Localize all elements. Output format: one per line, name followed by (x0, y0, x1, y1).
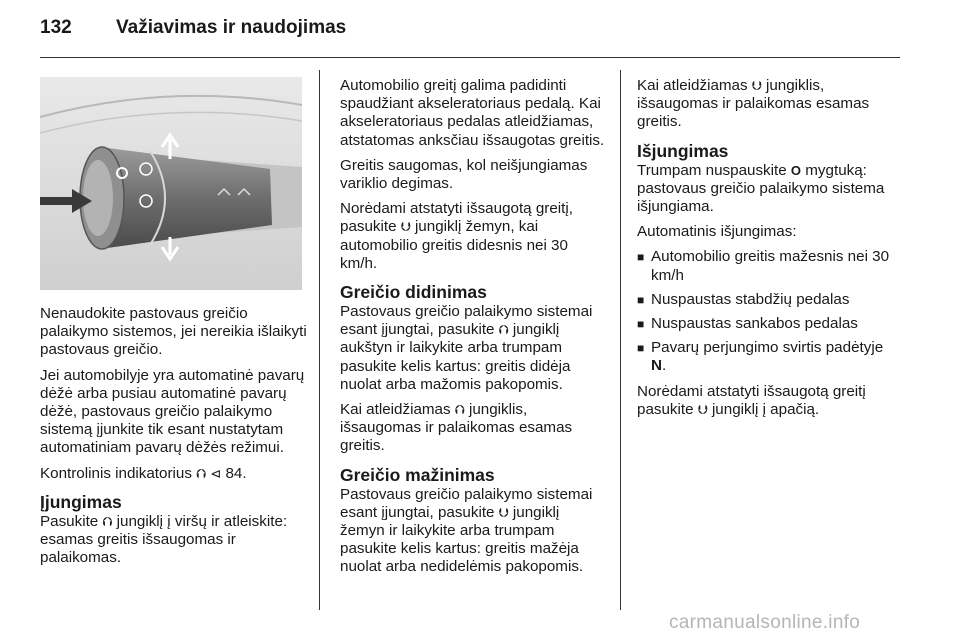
page-header (40, 8, 346, 48)
paragraph-decrease: Pastovaus greičio palaikymo sistemai esant įjungtai, pasukite ⮋ jungiklį žemyn ir laikykite arba trumpam pasukite kelis kartus: greitis mažėja nuolat arba nedidelėmis pakopomis. (340, 485, 593, 576)
gear-position-n: N (651, 357, 662, 375)
heading-ijungimas: Įjungimas (40, 491, 122, 512)
paragraph-intro: Nenaudokite pastovaus greičio palaikymo sistemos, jei nereikia išlaikyti pastovaus greičio. (40, 305, 307, 359)
bullet-icon: ■ (637, 292, 645, 307)
bullet-icon: ■ (637, 250, 645, 265)
cruise-up-icon: ⮉ (102, 513, 113, 529)
cruise-down-icon: ⮋ (498, 504, 509, 520)
list-item: ■ Pavarų perjungimo svirtis padėtyje N. (637, 339, 884, 375)
column-divider-1 (319, 70, 320, 610)
list-item: ■ Automobilio greitis mažesnis nei 30 km/h (637, 248, 890, 284)
column-1 (40, 305, 310, 574)
cruise-down-icon: ⮋ (751, 78, 762, 93)
page-number: 132 (40, 17, 72, 38)
cruise-up-icon: ⮉ (498, 322, 509, 338)
cruise-down-icon: ⮋ (400, 219, 411, 235)
bullet-icon: ■ (637, 341, 645, 356)
cruise-up-icon: ⮉ (454, 402, 465, 418)
paragraph-accelerate: Automobilio greitį galima padidinti spaudžiant akseleratoriaus pedalą. Kai akseleratoriaus pedalas atleidžiamas, atstatomas anksčiau išsaugotas greitis. (340, 77, 605, 149)
cruise-down-icon: ⮋ (697, 401, 708, 417)
column-2 (340, 77, 608, 584)
paragraph-restore: Norėdami atstatyti išsaugotą greitį, pasukite ⮋ jungiklį žemyn, kai automobilio greitis didesnis nei 30 km/h. (340, 200, 573, 272)
paragraph-activation: Pasukite ⮉ jungiklį į viršų ir atleiskite: esamas greitis išsaugomas ir palaikomas. (40, 512, 288, 567)
cruise-control-stalk-illustration (40, 77, 302, 290)
paragraph-stored: Greitis saugomas, kol neišjungiamas variklio degimas. (340, 156, 588, 193)
paragraph-deactivate: Trumpam nuspauskite O mygtuką: pastovaus greičio palaikymo sistema išjungiama. (637, 161, 885, 216)
column-divider-2 (620, 70, 621, 610)
page-ref-icon: ⊲ (210, 465, 222, 481)
paragraph-increase: Pastovaus greičio palaikymo sistemai esant įjungtai, pasukite ⮉ jungiklį aukštyn ir laikykite arba trumpam pasukite kelis kartus: greitis didėja nuolat arba mažomis pakopomis. (340, 303, 593, 393)
paragraph-automatic: Jei automobilyje yra automatinė pavarų dėžė arba pusiau automatinė pavarų dėžė, pastovaus greičio palaikymo sistemą įjunkite tik esant nustatytam automatiniam pavarų dėžės režimui. (40, 366, 305, 457)
paragraph-auto-off: Automatinis išjungimas: (637, 223, 797, 241)
auto-off-list (637, 248, 902, 375)
bullet-icon: ■ (637, 317, 645, 332)
paragraph-release-down: Kai atleidžiamas ⮋ jungiklis, išsaugomas ir palaikomas esamas greitis. (637, 77, 870, 131)
page-title: Važiavimas ir naudojimas (116, 17, 347, 38)
heading-didinimas: Greičio didinimas (340, 282, 487, 303)
column-3 (637, 77, 902, 426)
paragraph-release-up: Kai atleidžiamas ⮉ jungiklis, išsaugomas ir palaikomas esamas greitis. (340, 401, 573, 455)
watermark: carmanualsonline.info (669, 612, 861, 633)
header-rule (40, 57, 900, 58)
heading-mazinimas: Greičio mažinimas (340, 464, 495, 485)
list-item: ■ Nuspaustas sankabos pedalas (637, 315, 858, 333)
paragraph-restore-down: Norėdami atstatyti išsaugotą greitį pasukite ⮋ jungiklį į apačią. (637, 382, 866, 418)
paragraph-indicator: Kontrolinis indikatorius ⮉ ⊲ 84. (40, 464, 247, 482)
heading-isjungimas: Išjungimas (637, 140, 729, 161)
cruise-control-icon: ⮉ (196, 465, 207, 481)
circle-button-icon: O (790, 162, 802, 178)
list-item: ■ Nuspaustas stabdžių pedalas (637, 290, 850, 308)
